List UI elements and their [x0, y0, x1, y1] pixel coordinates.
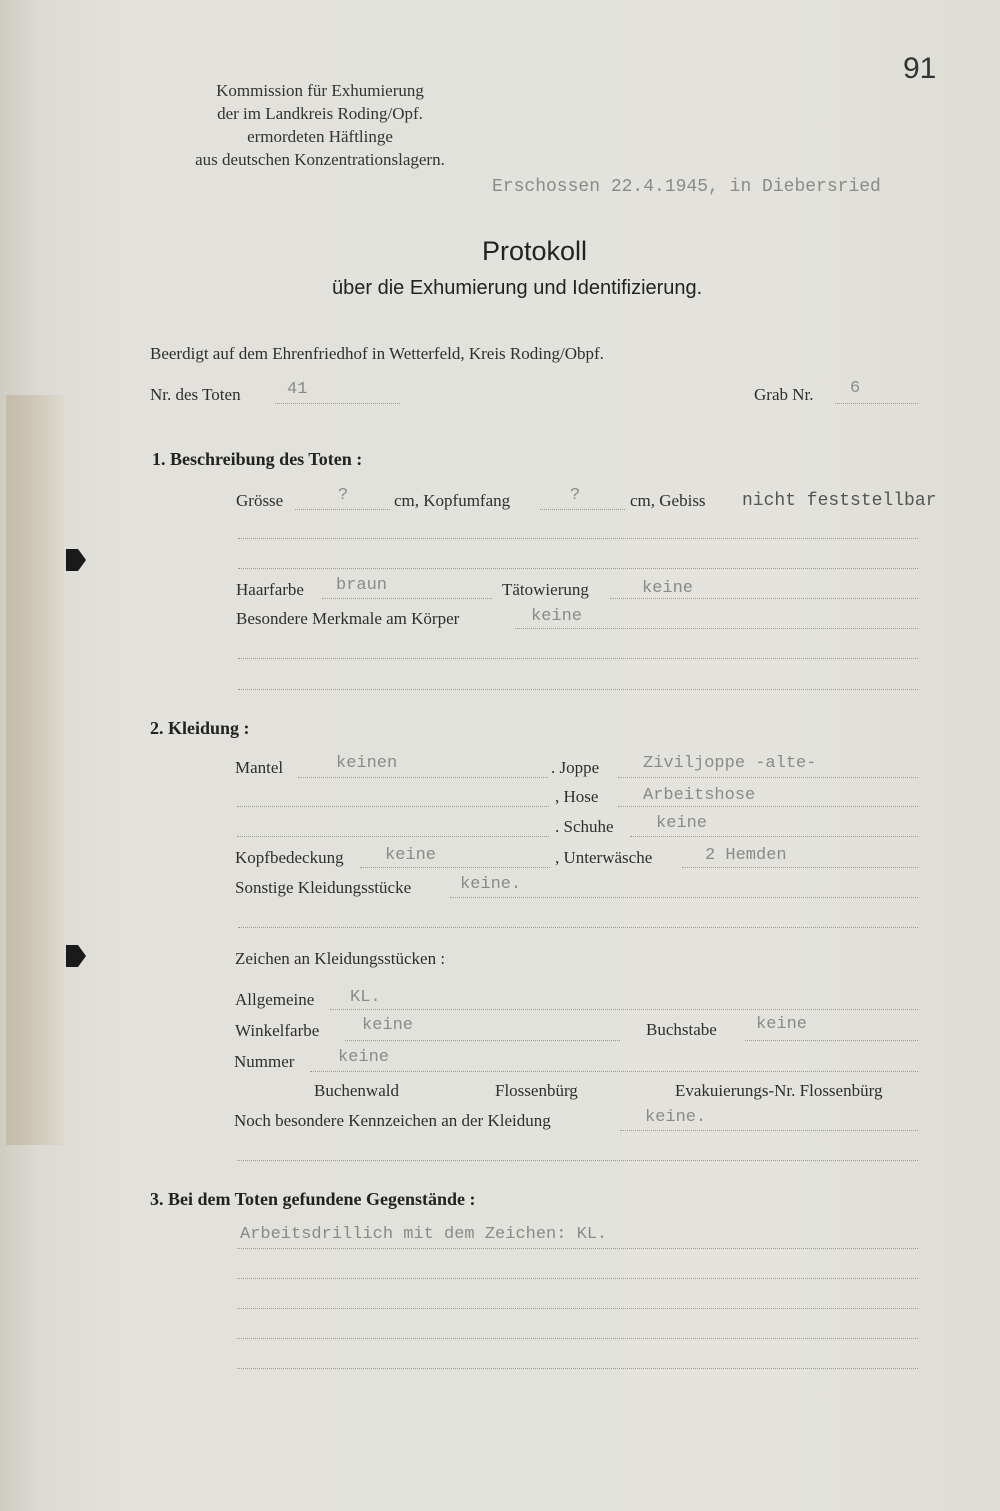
zeichen-label: Zeichen an Kleidungsstücken : [235, 949, 446, 968]
unterw-label: , Unterwäsche [555, 848, 653, 867]
burial-line: Beerdigt auf dem Ehrenfriedhof in Wetterfeld, Kreis Roding/Obpf. [150, 344, 604, 363]
joppe-line [618, 777, 918, 778]
section1-heading: 1. Beschreibung des Toten : [152, 449, 363, 469]
hose-value: Arbeitshose [643, 786, 756, 805]
blank-line [238, 658, 918, 659]
taet-label: Tätowierung [502, 580, 589, 599]
buchst-label: Buchstabe [646, 1020, 717, 1039]
noch-line [620, 1130, 918, 1131]
noch-label: Noch besondere Kennzeichen an der Kleidung [234, 1111, 551, 1130]
section3-heading: 3. Bei dem Toten gefundene Gegenstände : [150, 1189, 476, 1209]
buchst-line [745, 1040, 918, 1041]
blank-line [237, 1278, 918, 1279]
section2-heading: 2. Kleidung : [150, 718, 250, 738]
gebiss-value: nicht feststellbar [742, 491, 937, 511]
schuhe-label: . Schuhe [555, 817, 614, 836]
kopfb-label: Kopfbedeckung [235, 848, 344, 867]
mantel-line [298, 777, 548, 778]
allg-label: Allgemeine [235, 990, 315, 1009]
winkel-value: keine [362, 1016, 414, 1035]
hose-label: , Hose [555, 787, 599, 806]
haar-value: braun [336, 576, 388, 595]
blank-line [237, 1308, 918, 1309]
col-flossenbuerg: Flossenbürg [495, 1081, 578, 1100]
blank-line [237, 1248, 918, 1249]
nummer-line [310, 1071, 918, 1072]
document-subtitle: über die Exhumierung und Identifizierung. [332, 277, 703, 299]
hose-line [618, 806, 918, 807]
kopf-value: ? [570, 486, 581, 505]
blank-line [238, 538, 918, 539]
header-line: ermordeten Häftlinge [247, 127, 393, 146]
col-evak: Evakuierungs-Nr. Flossenbürg [675, 1081, 883, 1100]
haar-label: Haarfarbe [236, 580, 304, 599]
allg-line [330, 1009, 918, 1010]
header-line: aus deutschen Konzentrationslagern. [195, 150, 445, 169]
document-title: Protokoll [482, 236, 588, 266]
grab-line [835, 403, 918, 404]
schuhe-value: keine [656, 814, 708, 833]
binding-strip [6, 395, 64, 1145]
groesse-label: Grösse [236, 491, 284, 510]
grab-label: Grab Nr. [754, 385, 814, 404]
joppe-value: Ziviljoppe -alte- [643, 754, 817, 773]
mantel-value: keinen [336, 754, 398, 773]
blank-line [237, 1160, 918, 1161]
kopfb-line [360, 867, 550, 868]
taet-line [610, 598, 918, 599]
allg-value: KL. [350, 988, 381, 1007]
taet-value: keine [642, 579, 694, 598]
nr-label: Nr. des Toten [150, 385, 241, 404]
blank-line [237, 806, 549, 807]
col-buchenwald: Buchenwald [314, 1081, 399, 1100]
sonst-label: Sonstige Kleidungsstücke [235, 878, 412, 897]
nr-line [275, 403, 400, 404]
groesse-value: ? [338, 486, 349, 505]
noch-value: keine. [645, 1108, 707, 1127]
page-number: 91 [903, 52, 937, 85]
haar-line [322, 598, 492, 599]
joppe-label: . Joppe [551, 758, 600, 777]
nummer-label: Nummer [234, 1052, 295, 1071]
blank-line [238, 689, 918, 690]
typed-note: Erschossen 22.4.1945, in Diebersried [492, 177, 881, 197]
grab-value: 6 [850, 379, 861, 398]
sonst-line [450, 897, 918, 898]
section3-value: Arbeitsdrillich mit dem Zeichen: KL. [240, 1225, 608, 1244]
blank-line [237, 836, 549, 837]
sonst-value: keine. [460, 875, 522, 894]
unterw-value: 2 Hemden [705, 846, 787, 865]
nummer-value: keine [338, 1048, 390, 1067]
merk-value: keine [531, 607, 583, 626]
header-line: Kommission für Exhumierung [216, 81, 424, 100]
merk-line [515, 628, 918, 629]
blank-line [237, 1368, 918, 1369]
unterw-line [682, 867, 918, 868]
header-line: der im Landkreis Roding/Opf. [217, 104, 423, 123]
winkel-label: Winkelfarbe [235, 1021, 320, 1040]
nr-value: 41 [287, 380, 308, 399]
buchst-value: keine [756, 1015, 808, 1034]
commission-header [170, 79, 470, 171]
kopfb-value: keine [385, 846, 437, 865]
blank-line [238, 568, 918, 569]
winkel-line [345, 1040, 620, 1041]
mantel-label: Mantel [235, 758, 284, 777]
blank-line [237, 1338, 918, 1339]
groesse-line [295, 509, 390, 510]
schuhe-line [630, 836, 918, 837]
kopf-label: cm, Kopfumfang [394, 491, 511, 510]
merk-label: Besondere Merkmale am Körper [236, 609, 460, 628]
blank-line [238, 927, 918, 928]
gebiss-label: cm, Gebiss [630, 491, 706, 510]
kopf-line [540, 509, 625, 510]
